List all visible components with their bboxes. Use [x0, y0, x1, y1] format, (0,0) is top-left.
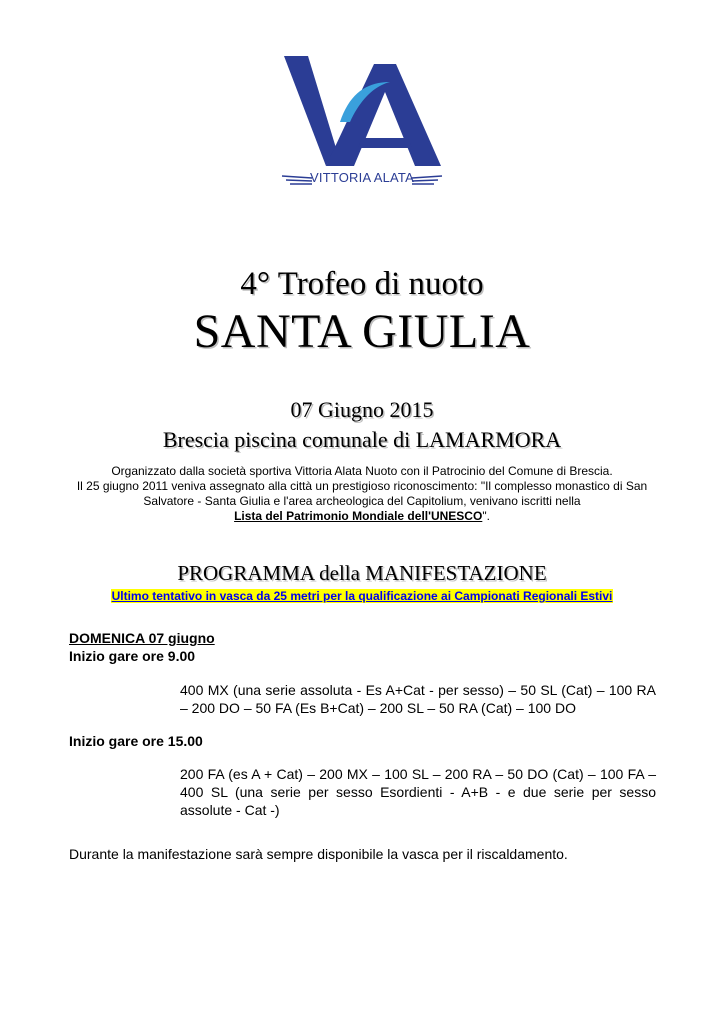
session-1-events: 400 MX (una serie assoluta - Es A+Cat - per sesso) – 50 SL (Cat) – 100 RA – 200 DO – 50 FA (Es B+Cat) – 200 SL – 50 RA (Cat) – 100 DO — [180, 682, 656, 716]
program-heading: PROGRAMMA della MANIFESTAZIONE — [177, 561, 547, 585]
vittoria-alata-logo — [278, 52, 446, 194]
closing-note: Durante la manifestazione sarà sempre disponibile la vasca per il riscaldamento. — [69, 846, 568, 862]
intro-tail: ". — [482, 509, 490, 523]
session-2-start: Inizio gare ore 15.00 — [69, 733, 203, 749]
intro-paragraph — [60, 464, 664, 524]
logo-brand-text: VITTORIA ALATA — [310, 170, 414, 185]
event-venue: Brescia piscina comunale di LAMARMORA — [162, 427, 562, 452]
intro-unesco-text — [60, 479, 664, 524]
event-date: 07 Giugno 2015 — [290, 397, 434, 422]
va-logo-mark — [278, 52, 446, 172]
qualification-note — [0, 587, 724, 605]
session-2-events: 200 FA (es A + Cat) – 200 MX – 100 SL – 200 RA – 50 DO (Cat) – 100 FA – 400 SL (una serie per sesso Esordienti - A+B - e due serie per sesso assolute - Cat -) — [180, 766, 656, 818]
program-day: DOMENICA 07 giugno — [69, 630, 215, 646]
highlight-text: Ultimo tentativo in vasca da 25 metri per la qualificazione ai Campionati Regionali Estivi — [111, 589, 613, 603]
page-title: SANTA GIULIA — [193, 305, 531, 358]
unesco-link: Lista del Patrimonio Mondiale dell'UNESCO — [234, 509, 483, 523]
session-1-start: Inizio gare ore 9.00 — [69, 648, 196, 664]
intro-organizer: Organizzato dalla società sportiva Vittoria Alata Nuoto con il Patrocinio del Comune di Brescia. — [111, 464, 613, 478]
intro-history: Il 25 giugno 2011 veniva assegnato alla città un prestigioso riconoscimento: "Il complesso monastico di San Salvatore - Santa Giulia e l'area archeologica del Capitolium, venivano iscritti nella — [76, 479, 648, 508]
trophy-subtitle: 4° Trofeo di nuoto — [240, 266, 484, 302]
